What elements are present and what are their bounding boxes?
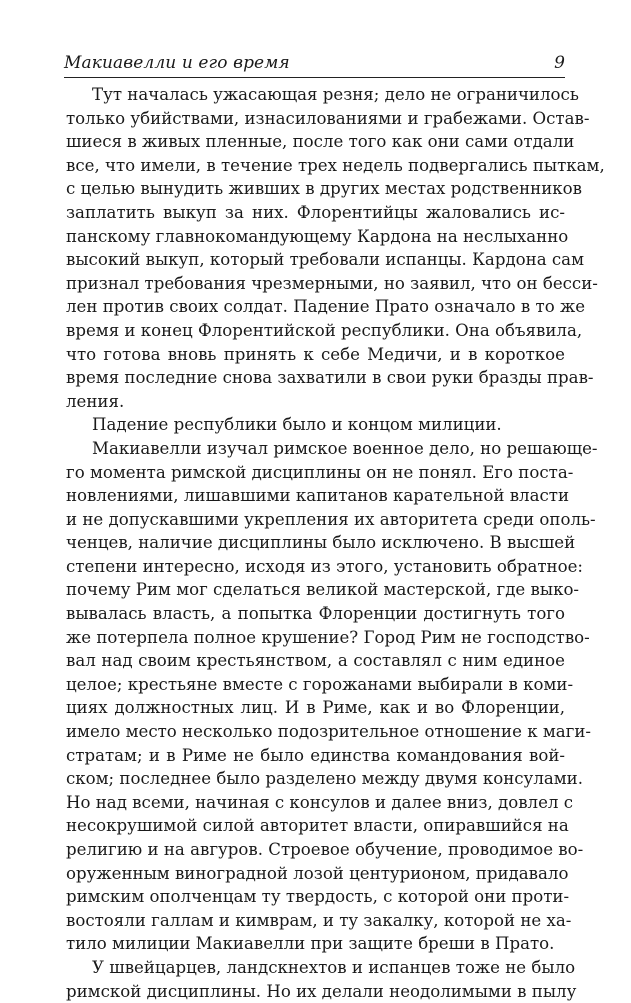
text-line: тило милиции Макиавелли при защите бреши в Прато.: [66, 934, 555, 954]
text-line: Но над всеми, начиная с консулов и далее вниз, довлел с: [66, 792, 574, 812]
text-line: римским ополченцам ту твердость, с которой они проти-: [66, 887, 570, 907]
text-line: заплатить выкуп за них. Флорентийцы жаловались ис-: [66, 202, 565, 222]
text-line: лен против своих солдат. Падение Прато означало в то же: [66, 297, 586, 317]
text-line: же потерпела полное крушение? Город Рим не господство-: [66, 627, 590, 647]
text-line: высокий выкуп, который требовали испанцы. Кардона сам: [66, 250, 584, 270]
text-line: с целью вынудить живших в других местах родственников: [66, 179, 582, 199]
text-line: религию и на авгуров. Строевое обучение, проводимое во-: [66, 840, 584, 859]
text-line: имело место несколько подозрительное отношение к маги-: [66, 722, 592, 742]
text-line: время и конец Флорентийской республики. Она объявила,: [66, 320, 583, 340]
text-line: ском; последнее было разделено между двумя консулами.: [66, 769, 583, 789]
text-line: целое; крестьяне вместе с горожанами выбирали в коми-: [66, 674, 574, 694]
text-line: степени интересно, исходя из этого, установить обратное:: [66, 556, 583, 576]
text-line: только убийствами, изнасилованиями и грабежами. Остав-: [66, 108, 590, 128]
text-line: востояли галлам и кимврам, и ту закалку, которой не ха-: [66, 910, 572, 930]
text-line: Тут началась ужасающая резня; дело не ограничилось: [92, 85, 579, 104]
text-line: ченцев, наличие дисциплины было исключено. В высшей: [66, 533, 576, 553]
text-line: новлениями, лишавшими капитанов карательной власти: [66, 486, 570, 506]
running-head: [64, 51, 565, 78]
text-line: римской дисциплины. Но их делали неодолимыми в пылу: [66, 981, 577, 1001]
text-line: ления.: [66, 391, 125, 411]
body-text: [66, 83, 605, 1003]
text-line: Падение республики было и концом милиции.: [92, 415, 502, 435]
paragraph: [66, 956, 577, 1003]
text-line: несокрушимой силой авторитет власти, опиравшийся на: [66, 816, 569, 836]
text-line: циях должностных лиц. И в Риме, как и во Флоренции,: [66, 698, 565, 718]
text-line: оруженным виноградной лозой центурионом, придавало: [66, 863, 569, 883]
text-line: почему Рим мог сделаться великой мастерской, где выко-: [66, 580, 580, 600]
paragraph: [66, 437, 598, 956]
text-line: го момента римской дисциплины он не понял. Его поста-: [66, 462, 574, 482]
paragraph: [66, 83, 605, 413]
text-line: стратам; и в Риме не было единства командования вой-: [66, 745, 565, 765]
text-line: время последние снова захватили в свои руки бразды прав-: [66, 368, 594, 388]
text-line: Макиавелли изучал римское военное дело, но решающе-: [92, 438, 598, 458]
text-line: вал над своим крестьянством, а составлял с ним единое: [66, 651, 565, 671]
text-line: панскому главнокомандующему Кардона на неслыханно: [66, 226, 569, 246]
text-line: все, что имели, в течение трех недель подвергались пыткам,: [66, 155, 605, 175]
text-line: что готова вновь принять к себе Медичи, и в короткое: [66, 344, 565, 364]
text-line: У швейцарцев, ландскнехтов и испанцев тоже не было: [92, 957, 576, 977]
text-line: вывалась власть, а попытка Флоренции достигнуть того: [66, 604, 565, 624]
page-number: 9: [554, 53, 565, 73]
paragraph: [66, 413, 565, 437]
text-line: шиеся в живых пленные, после того как они сами отдали: [66, 132, 575, 152]
running-head-title: Макиавелли и его время: [64, 53, 290, 73]
text-line: и не допускавшими укрепления их авторитета среди ополь-: [66, 509, 596, 529]
text-line: признал требования чрезмерными, но заявил, что он бесси-: [66, 273, 598, 293]
